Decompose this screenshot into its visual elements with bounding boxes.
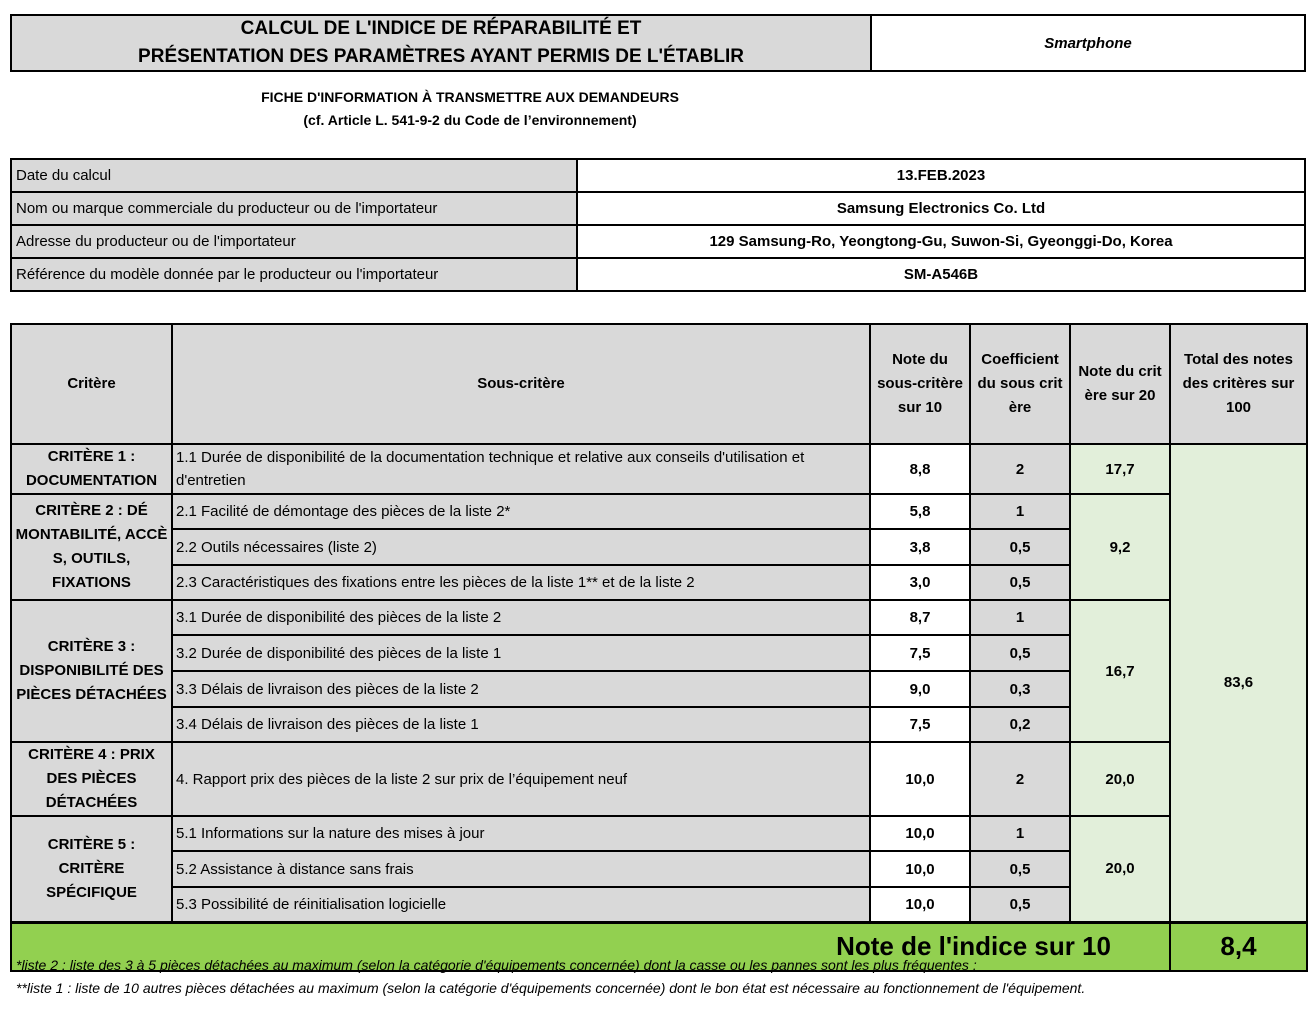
title-line-1: CALCUL DE L'INDICE DE RÉPARABILITÉ ET xyxy=(240,18,642,39)
subcriterion-coefficient: 0,2 xyxy=(970,707,1070,742)
info-value: Samsung Electronics Co. Ltd xyxy=(577,192,1305,225)
subcriterion-label: 3.4 Délais de livraison des pièces de la liste 1 xyxy=(172,707,870,742)
subcriterion-coefficient: 0,5 xyxy=(970,565,1070,600)
criterion-name: CRITÈRE 3 : DISPONIBILITÉ DES PIÈCES DÉTACHÉES xyxy=(11,600,172,742)
footnote-2: **liste 1 : liste de 10 autres pièces détachées au maximum (selon la catégorie d'équipements concernée) dont le bon état est nécessaire au fonctionnement de l'équipement. xyxy=(16,980,1086,996)
info-row xyxy=(11,192,1305,225)
header-coefficient: Coefficient du sous crit ère xyxy=(970,324,1070,444)
subcriterion-note: 3,0 xyxy=(870,565,970,600)
info-row xyxy=(11,258,1305,291)
header-critere: Critère xyxy=(11,324,172,444)
header-total: Total des notes des critères sur 100 xyxy=(1170,324,1307,444)
info-label: Référence du modèle donnée par le producteur ou l'importateur xyxy=(11,258,577,291)
table-row xyxy=(11,816,1307,851)
subcriterion-label: 3.1 Durée de disponibilité des pièces de la liste 2 xyxy=(172,600,870,635)
table-row xyxy=(11,444,1307,494)
subcriterion-coefficient: 1 xyxy=(970,494,1070,529)
subtitle xyxy=(0,86,940,132)
subcriterion-note: 8,7 xyxy=(870,600,970,635)
header-note-sous-critere: Note du sous-critère sur 10 xyxy=(870,324,970,444)
subcriterion-note: 9,0 xyxy=(870,671,970,707)
info-value: SM-A546B xyxy=(577,258,1305,291)
table-row xyxy=(11,494,1307,529)
subcriterion-coefficient: 1 xyxy=(970,816,1070,851)
subcriterion-note: 7,5 xyxy=(870,707,970,742)
subcriterion-label: 2.1 Facilité de démontage des pièces de la liste 2* xyxy=(172,494,870,529)
subcriterion-label: 5.2 Assistance à distance sans frais xyxy=(172,851,870,887)
subcriterion-note: 7,5 xyxy=(870,635,970,671)
product-type: Smartphone xyxy=(1044,34,1132,52)
subcriterion-coefficient: 0,5 xyxy=(970,635,1070,671)
subcriterion-note: 10,0 xyxy=(870,851,970,887)
footnote-1: *liste 2 : liste des 3 à 5 pièces détachées au maximum (selon la catégorie d'équipements concernée) dont la casse ou les pannes sont les plus fréquentes ; xyxy=(16,957,977,973)
info-label: Nom ou marque commerciale du producteur ou de l'importateur xyxy=(11,192,577,225)
subcriterion-coefficient: 0,5 xyxy=(970,887,1070,922)
table-row xyxy=(11,742,1307,816)
subcriterion-label: 3.2 Durée de disponibilité des pièces de la liste 1 xyxy=(172,635,870,671)
title-line-2: PRÉSENTATION DES PARAMÈTRES AYANT PERMIS DE L'ÉTABLIR xyxy=(138,46,744,67)
criterion-name: CRITÈRE 1 : DOCUMENTATION xyxy=(11,444,172,494)
info-row xyxy=(11,159,1305,192)
subtitle-line-2: (cf. Article L. 541-9-2 du Code de l’environnement) xyxy=(303,112,637,128)
subcriterion-note: 8,8 xyxy=(870,444,970,494)
subcriterion-note: 3,8 xyxy=(870,529,970,565)
subcriterion-coefficient: 1 xyxy=(970,600,1070,635)
subcriterion-coefficient: 0,5 xyxy=(970,529,1070,565)
header-row xyxy=(11,324,1307,444)
document-header xyxy=(10,14,1306,72)
criterion-total: 17,7 xyxy=(1070,444,1170,494)
info-row xyxy=(11,225,1305,258)
footnotes xyxy=(16,954,1306,1000)
scoring-table-body xyxy=(11,444,1307,971)
info-value: 129 Samsung-Ro, Yeongtong-Gu, Suwon-Si, Gyeonggi-Do, Korea xyxy=(577,225,1305,258)
subcriterion-label: 5.1 Informations sur la nature des mises à jour xyxy=(172,816,870,851)
criterion-total: 20,0 xyxy=(1070,816,1170,922)
header-sous-critere: Sous-critère xyxy=(172,324,870,444)
final-score-value: 8,4 xyxy=(1170,922,1307,971)
table-row xyxy=(11,600,1307,635)
criterion-name: CRITÈRE 5 : CRITÈRE SPÉCIFIQUE xyxy=(11,816,172,922)
subcriterion-label: 5.3 Possibilité de réinitialisation logicielle xyxy=(172,887,870,922)
criterion-total: 9,2 xyxy=(1070,494,1170,600)
criterion-total: 20,0 xyxy=(1070,742,1170,816)
final-score-label: Note de l'indice sur 10 xyxy=(11,922,1170,971)
info-table xyxy=(10,158,1306,292)
document-title xyxy=(12,16,872,70)
criterion-name: CRITÈRE 4 : PRIX DES PIÈCES DÉTACHÉES xyxy=(11,742,172,816)
criterion-total: 16,7 xyxy=(1070,600,1170,742)
subtitle-line-1: FICHE D'INFORMATION À TRANSMETTRE AUX DEMANDEURS xyxy=(261,89,679,105)
info-value: 13.FEB.2023 xyxy=(577,159,1305,192)
subcriterion-coefficient: 0,3 xyxy=(970,671,1070,707)
subcriterion-note: 10,0 xyxy=(870,816,970,851)
subcriterion-label: 2.2 Outils nécessaires (liste 2) xyxy=(172,529,870,565)
info-label: Date du calcul xyxy=(11,159,577,192)
subcriterion-label: 4. Rapport prix des pièces de la liste 2 sur prix de l’équipement neuf xyxy=(172,742,870,816)
subcriterion-label: 2.3 Caractéristiques des fixations entre les pièces de la liste 1** et de la liste 2 xyxy=(172,565,870,600)
criterion-name: CRITÈRE 2 : DÉ MONTABILITÉ, ACCÈ S, OUTILS, FIXATIONS xyxy=(11,494,172,600)
subcriterion-coefficient: 2 xyxy=(970,742,1070,816)
subcriterion-note: 10,0 xyxy=(870,887,970,922)
grand-total: 83,6 xyxy=(1170,444,1307,922)
info-label: Adresse du producteur ou de l'importateur xyxy=(11,225,577,258)
subcriterion-label: 1.1 Durée de disponibilité de la documentation technique et relative aux conseils d'utilisation et d'entretien xyxy=(172,444,870,494)
subcriterion-note: 5,8 xyxy=(870,494,970,529)
subcriterion-note: 10,0 xyxy=(870,742,970,816)
subcriterion-coefficient: 2 xyxy=(970,444,1070,494)
subcriterion-coefficient: 0,5 xyxy=(970,851,1070,887)
subcriterion-label: 3.3 Délais de livraison des pièces de la liste 2 xyxy=(172,671,870,707)
info-table-body xyxy=(11,159,1305,291)
scoring-table xyxy=(10,323,1308,972)
header-note-critere: Note du crit ère sur 20 xyxy=(1070,324,1170,444)
